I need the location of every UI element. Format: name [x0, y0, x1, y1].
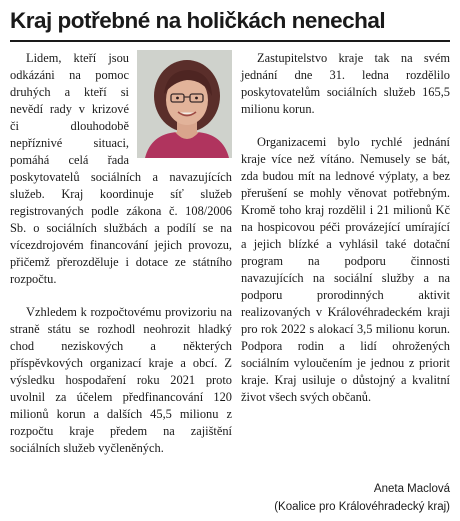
- author-affiliation: (Koalice pro Královéhradecký kraj): [274, 501, 450, 513]
- article-paragraph: Vzhledem k rozpočtovému provizoriu na straně státu se rozhodl neohrozit hladký chod neziskových a některých příspěvkových organizací kraje a obcí. Z výsledku hospodaření roku 2021 proto uvolnil za účelem předfinancování 120 milionů korun a dalších 45,5 milionu z rozpočtu kraje předem na zajištění sociálních služeb vyčleněných.: [10, 305, 232, 455]
- headline-rule: [10, 40, 450, 42]
- article-headline: Kraj potřebné na holičkách nenechal: [10, 8, 386, 33]
- author-signature: [274, 480, 450, 516]
- article-paragraph: Lidem, kteří jsou odkázáni na pomoc druhých a kteří si nevědí rady v krizové či dlouhodobě nepříznivé situaci, pomáhá celá řada poskytovatelů sociálních a navazujících služeb. Kraj koordinuje síť služeb registrovaných podle zákona č. 108/2006 Sb. o sociálních službách a podílí se na vícezdrojovém financování jejich provozu, přičemž přerozděluje i dotace ze státního rozpočtu.: [10, 51, 232, 286]
- article-column-left: [10, 50, 232, 457]
- author-name: Aneta Maclová: [373, 483, 450, 495]
- article-paragraph: Zastupitelstvo kraje tak na svém jednání dne 31. ledna rozdělilo poskytovatelům sociálních služeb 165,5 milionu korun.: [241, 51, 450, 116]
- article-paragraph: Organizacemi bylo rychlé jednání kraje více než vítáno. Nemusely se bát, zda budou mít na lednové výplaty, a bez přerušení se mohly věnovat potřebným. Kromě toho kraj rozdělil i 21 milionů Kč na hospicovou péči provázející umírající a jejich blízké a vyhlásil také dotační program na podporu činnosti navazujících na sociální služby a na podporu prorodinných aktivit realizovaných v Královéhradeckém kraji pro rok 2022 s alokací 3,5 milionu korun. Podpora rodin a lidí ohrožených sociálním vyloučením je jednou z priorit kraje. Kraj usiluje o důstojný a kvalitní život všech svých občanů.: [241, 135, 450, 404]
- portrait-illustration: [137, 50, 232, 158]
- author-portrait-photo: [137, 50, 232, 158]
- article-column-right: [241, 50, 450, 406]
